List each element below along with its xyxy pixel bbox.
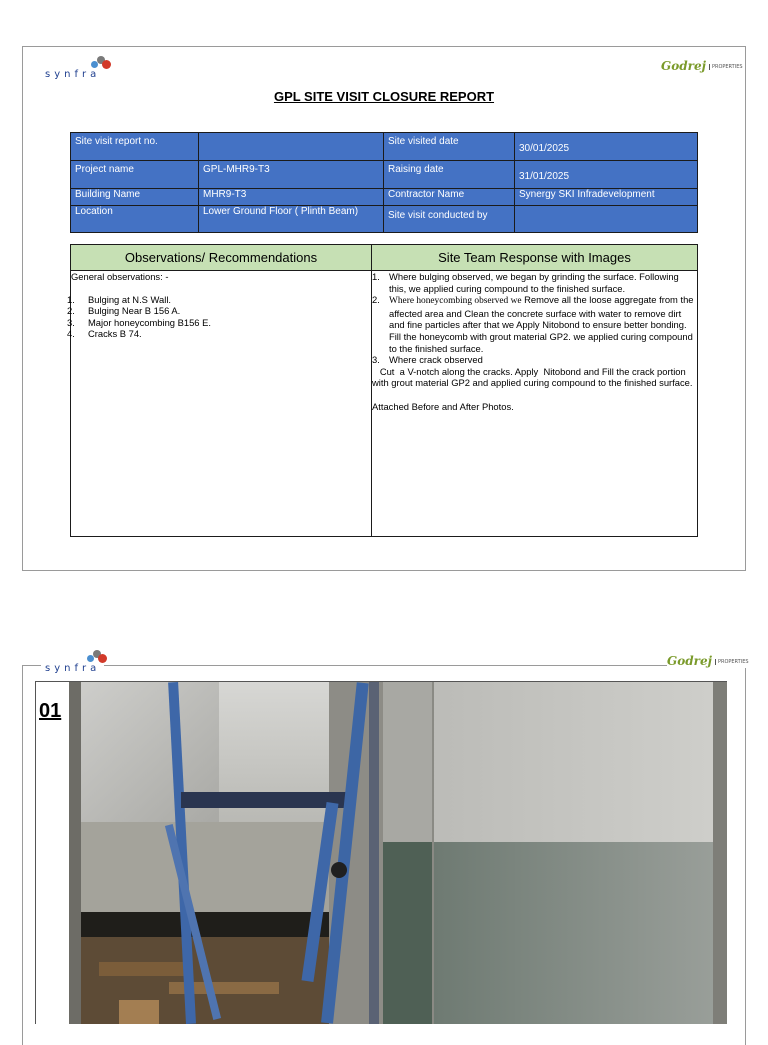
logo-dots-icon [85,649,109,663]
info-value: 30/01/2025 [515,133,698,161]
photo-number: 01 [39,700,62,722]
response-text: Where bulging observed, we began by grinding the surface. Following this, we applied curing compound to the finished surface. [389,271,679,294]
synfra-logo-text: synfra [45,663,101,674]
godrej-logo-tail: PROPERTIES [709,64,743,70]
response-header: Site Team Response with Images [372,245,698,271]
godrej-logo-text: Godrej [667,654,712,668]
info-label: Raising date [384,161,515,189]
observation-item [67,293,371,306]
observation-item [67,316,371,329]
observations-list [67,293,371,340]
response-num: 2. [372,294,380,306]
info-value: Synergy SKI Infradevelopment [515,189,698,206]
attached-note: Attached Before and After Photos. [372,400,514,412]
report-page-1 [22,46,746,571]
response-lead: Where honeycombing observed we [389,296,522,307]
synfra-logo [41,663,104,674]
observation-item [67,305,371,317]
observation-num: 3. [67,316,75,328]
godrej-logo-text: Godrej [661,59,706,73]
info-value: GPL-MHR9-T3 [199,161,384,189]
report-title: GPL SITE VISIT CLOSURE REPORT [273,89,495,104]
observation-num: 1. [67,293,75,305]
response-item [372,294,697,354]
response-num: 1. [372,271,380,282]
after-photo [383,682,727,1024]
observation-text: Bulging Near B 156 A. [88,305,181,317]
response-text: Remove all the loose aggregate from the affected area and Clean the concrete surface with water to remove dirt and fine particles after that we Apply Nitobond to ensure better bonding. Fill the honeycomb with grout material GP2. we applied curing compound to the finished surface. [389,294,694,354]
info-row-project [71,161,698,189]
observation-item [67,328,371,340]
observation-text: Bulging at N.S Wall. [88,293,172,305]
synfra-logo [45,69,100,80]
info-row-building [71,189,698,206]
info-label: Site visit conducted by [384,206,515,233]
info-value [515,206,698,233]
info-label: Project name [71,161,199,189]
info-value [199,133,384,161]
observation-num: 4. [67,328,75,340]
response-item [372,271,697,294]
observations-cell [67,271,372,537]
response-num: 3. [372,354,380,366]
response-detail: Cut a V-notch along the cracks. Apply Nitobond and Fill the crack portion with grout material GP2 and applied curing compound to the finished surface. [372,365,693,389]
observations-table [67,244,698,537]
observation-num: 2. [67,305,75,317]
info-value: Lower Ground Floor ( Plinth Beam) [199,206,384,233]
response-item [372,354,697,366]
godrej-logo [667,654,749,668]
after-photo-image [383,682,727,1024]
info-row-report-no [71,133,698,161]
observation-text: Major honeycombing B156 E. [88,316,211,328]
observations-header: Observations/ Recommendations [71,245,372,271]
response-text: Where crack observed [389,354,483,366]
info-table [70,132,698,233]
info-label: Building Name [71,189,199,206]
info-row-location [71,206,698,233]
general-observations-label: General observations: - [71,271,169,282]
response-cell [372,271,698,537]
info-label: Site visited date [384,133,515,161]
godrej-logo-tail: PROPERTIES [715,659,749,665]
info-value: MHR9-T3 [199,189,384,206]
info-value: 31/01/2025 [515,161,698,189]
godrej-logo [661,59,743,73]
info-label: Contractor Name [384,189,515,206]
synfra-logo-text: synfra [45,69,101,80]
info-label: Site visit report no. [71,133,199,161]
before-photo-image [69,682,383,1024]
info-label: Location [71,206,199,233]
logo-dots-icon [89,55,113,69]
before-photo [69,682,383,1024]
observation-text: Cracks B 74. [88,328,142,340]
